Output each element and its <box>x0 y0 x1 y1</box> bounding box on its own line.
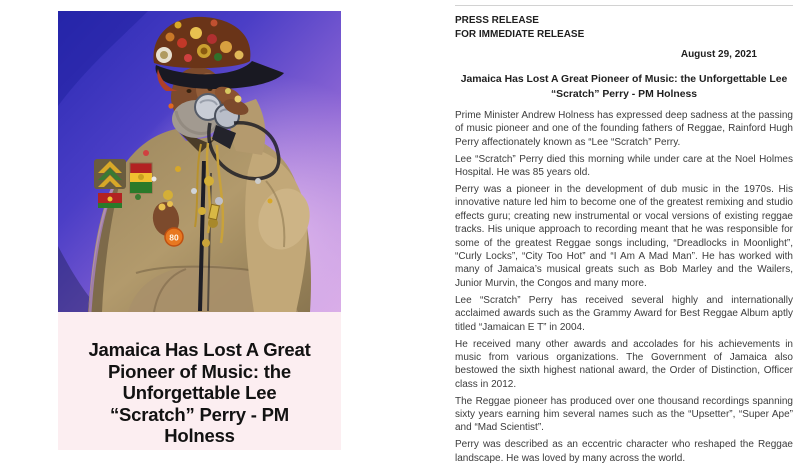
body-paragraph-6: The Reggae pioneer has produced over one thousand recordings spanning sixty years earning him several names such as the “Upsetter”, “Super Ape” and “Mad Scientist”. <box>455 395 793 434</box>
body-paragraph-4: Lee “Scratch” Perry has received several highly and internationally acclaimed awards such as the Grammy Award for Best Reggae Album aptly titled “Jamaican E T” in 2004. <box>455 294 793 333</box>
press-release-label: PRESS RELEASE <box>455 15 539 26</box>
photo-caption <box>58 312 341 450</box>
press-release-document <box>455 0 793 469</box>
headline-line-1: Jamaica Has Lost A Great Pioneer of Music: the Unforgettable Lee <box>460 74 788 85</box>
immediate-release-label: FOR IMMEDIATE RELEASE <box>455 29 585 40</box>
stage-photo-illustration <box>58 11 341 312</box>
caption-line-2: Pioneer of Music: the <box>108 360 291 382</box>
lee-scratch-perry-photo <box>58 11 341 312</box>
headline <box>459 72 789 102</box>
caption-line-5: Holness <box>164 425 235 446</box>
body-paragraph-5: He received many other awards and accolades for his achievements in music from various organizations. The Government of Jamaica also bestowed the sixth highest national award, the Order of Distinction, Officer class in 2012. <box>455 338 793 390</box>
caption-line-4: “Scratch” Perry - PM <box>109 403 289 425</box>
release-date: August 29, 2021 <box>680 49 757 60</box>
body-paragraph-7: Perry was described as an eccentric character who reshaped the Reggae landscape. He was loved by many across the world. <box>455 439 793 464</box>
body-paragraph-1: Prime Minister Andrew Holness has expressed deep sadness at the passing of music pioneer and one of the founding fathers of Reggae, Rainford Hugh Perry affectionately known as “Lee “Scratch” Perry. <box>455 110 793 148</box>
top-divider <box>455 5 793 6</box>
caption-line-1: Jamaica Has Lost A Great <box>88 339 311 360</box>
photo-card <box>58 11 341 450</box>
jacket-badge-80: 80 <box>169 232 179 243</box>
caption-line-3: Unforgettable Lee <box>122 382 277 403</box>
body-paragraph-3: Perry was a pioneer in the development of dub music in the 1970s. His innovative nature led him to become one of the greatest remixing and studio effects guru; creating new instrumental or vocal versions of existing reggae tracks. His unique approach to recording meant that he was responsible for some of the greatest Reggae songs including, “Dreadlocks in Moonlight”, “Curly Locks”, “City Too Hot” and “I Am A Mad Man”. He has worked with many of Jamaica’s musical greats such as Bob Marley and the Wailers, Junior Murvin, the Congos and many more. <box>455 184 793 289</box>
headline-line-2: “Scratch” Perry - PM Holness <box>550 89 698 100</box>
body-paragraph-2: Lee “Scratch” Perry died this morning while under care at the Noel Holmes Hospital. He was 85 years old. <box>455 153 793 179</box>
